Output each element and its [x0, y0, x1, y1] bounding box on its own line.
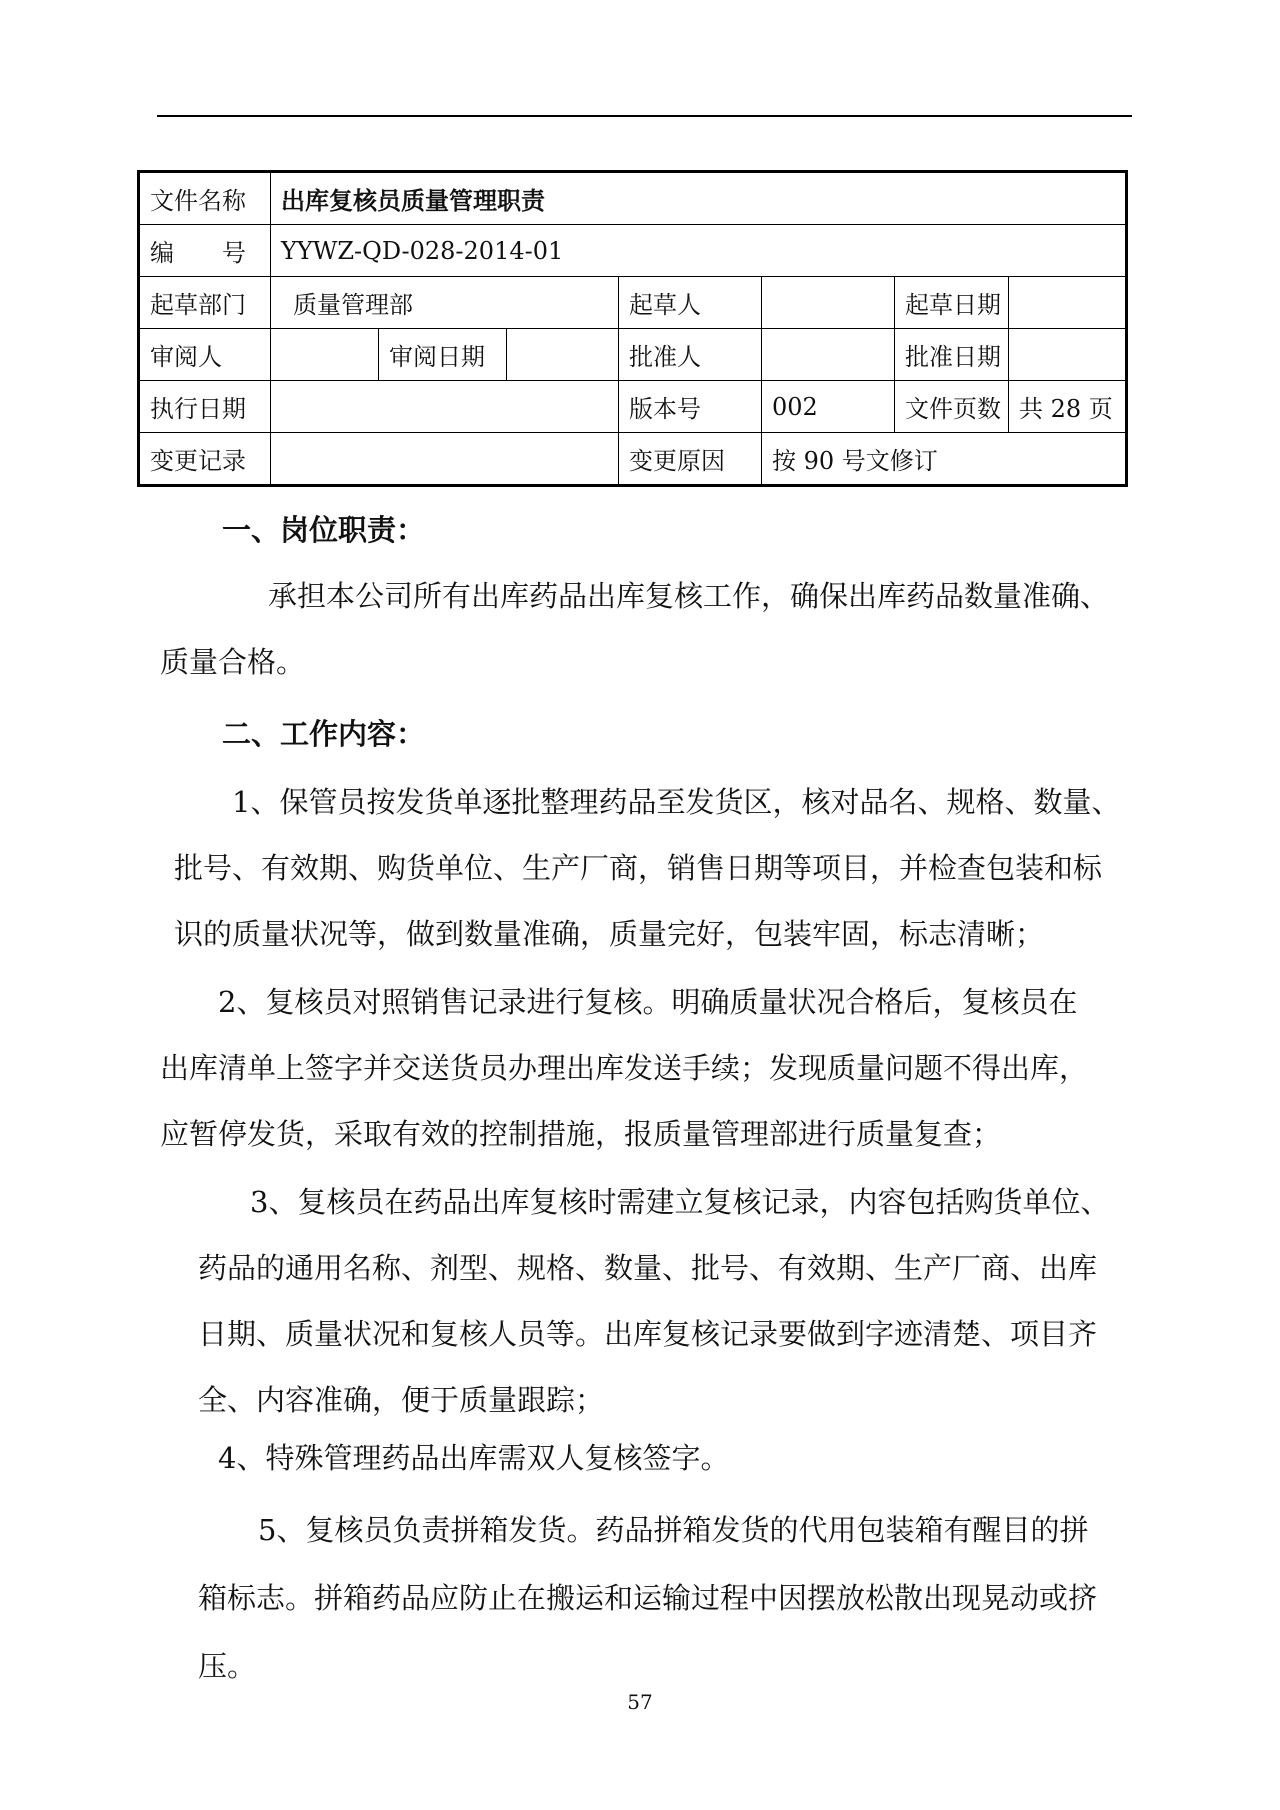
drafter-label: 起草人: [619, 277, 762, 329]
paragraph-line: 日期、质量状况和复核人员等。出库复核记录要做到字迹清楚、项目齐: [198, 1317, 1098, 1351]
table-row: [139, 329, 1127, 381]
paragraph-line: 质量合格。: [160, 645, 306, 679]
table-row: [139, 225, 1127, 277]
table-row: [139, 381, 1127, 433]
paragraph-line: 全、内容准确，便于质量跟踪；: [198, 1383, 605, 1417]
paragraph-line: 1、保管员按发货单逐批整理药品至发货区，核对品名、规格、数量、: [232, 785, 1121, 819]
table-row: [139, 172, 1127, 225]
approve-date-value: [1009, 329, 1127, 381]
pages-label: 文件页数: [895, 381, 1009, 433]
drafter-value: [762, 277, 895, 329]
draft-date-value: [1009, 277, 1127, 329]
change-record-value: [271, 433, 619, 486]
code-value: YYWZ-QD-028-2014-01: [271, 225, 1127, 277]
code-label: 编 号: [139, 225, 271, 277]
exec-date-label: 执行日期: [139, 381, 271, 433]
approver-label: 批准人: [619, 329, 762, 381]
draft-dept-value: 质量管理部: [271, 277, 619, 329]
paragraph-line: 3、复核员在药品出库复核时需建立复核记录，内容包括购货单位、: [250, 1185, 1110, 1219]
paragraph-line: 箱标志。拼箱药品应防止在搬运和运输过程中因摆放松散出现晃动或挤: [198, 1581, 1098, 1615]
reviewer-label: 审阅人: [139, 329, 271, 381]
paragraph-line: 承担本公司所有出库药品出库复核工作，确保出库药品数量准确、: [268, 579, 1110, 613]
file-name-label: 文件名称: [139, 172, 271, 225]
paragraph-line: 药品的通用名称、剂型、规格、数量、批号、有效期、生产厂商、出库: [198, 1251, 1098, 1285]
paragraph-line: 批号、有效期、购货单位、生产厂商，销售日期等项目，并检查包装和标: [174, 851, 1103, 885]
change-reason-value: 按 90 号文修订: [762, 433, 1127, 486]
pages-value: 共 28 页: [1009, 381, 1127, 433]
section1-title: 一、岗位职责：: [222, 513, 426, 547]
document-info-table: [137, 170, 1128, 487]
reviewer-value: [271, 329, 379, 381]
review-date-value: [507, 329, 619, 381]
draft-date-label: 起草日期: [895, 277, 1009, 329]
approve-date-label: 批准日期: [895, 329, 1009, 381]
paragraph-line: 压。: [198, 1649, 257, 1683]
change-record-label: 变更记录: [139, 433, 271, 486]
table-row: [139, 277, 1127, 329]
version-value: 002: [762, 381, 895, 433]
review-date-label: 审阅日期: [379, 329, 507, 381]
paragraph-line: 应暂停发货，采取有效的控制措施，报质量管理部进行质量复查；: [160, 1117, 1002, 1151]
version-label: 版本号: [619, 381, 762, 433]
header-rule: [157, 115, 1132, 117]
section2-title: 二、工作内容：: [222, 717, 426, 751]
exec-date-value: [271, 381, 619, 433]
draft-dept-label: 起草部门: [139, 277, 271, 329]
approver-value: [762, 329, 895, 381]
file-name-value: 出库复核员质量管理职责: [271, 172, 1127, 225]
change-reason-label: 变更原因: [619, 433, 762, 486]
paragraph-line: 5、复核员负责拼箱发货。药品拼箱发货的代用包装箱有醒目的拼: [258, 1513, 1089, 1547]
paragraph-line: 4、特殊管理药品出库需双人复核签字。: [218, 1441, 730, 1475]
paragraph-line: 识的质量状况等，做到数量准确，质量完好，包装牢固，标志清晰；: [174, 917, 1045, 951]
paragraph-line: 出库清单上签字并交送货员办理出库发送手续；发现质量问题不得出库，: [160, 1051, 1089, 1085]
page-number: 57: [627, 1690, 653, 1714]
table-row: [139, 433, 1127, 486]
paragraph-line: 2、复核员对照销售记录进行复核。明确质量状况合格后，复核员在: [218, 985, 1078, 1019]
